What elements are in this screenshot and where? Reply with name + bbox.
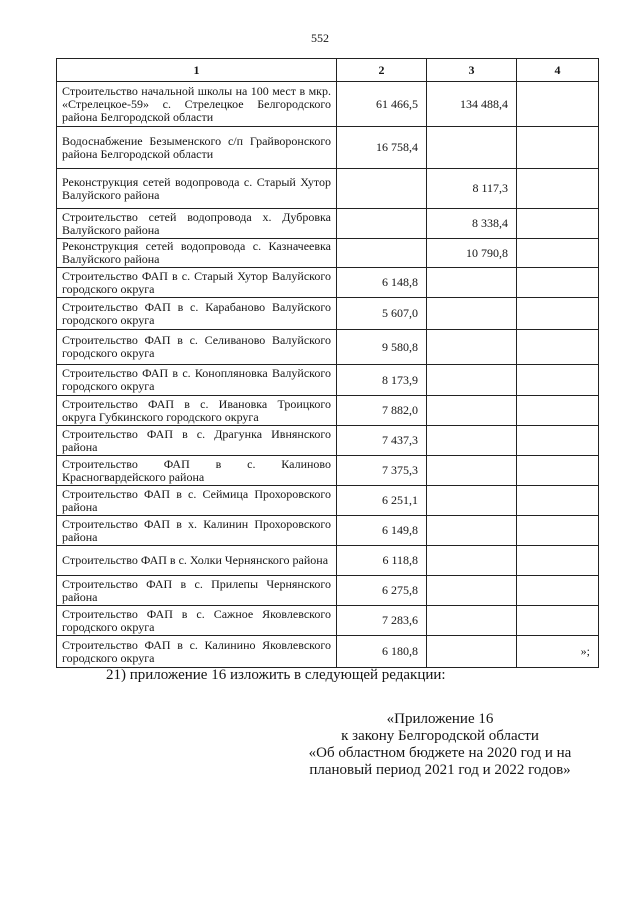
value-col-3 [427,636,517,668]
value-col-2: 8 173,9 [337,365,427,396]
project-name: Строительство ФАП в с. Калинино Яковлевского городского округа [57,636,337,668]
project-name: Реконструкция сетей водопровода с. Старый Хутор Валуйского района [57,169,337,209]
project-name: Строительство ФАП в х. Калинин Прохоровского района [57,516,337,546]
value-col-2: 9 580,8 [337,330,427,365]
table-row [57,298,599,330]
table-row [57,456,599,486]
project-name: Строительство ФАП в с. Прилепы Чернянского района [57,576,337,606]
value-col-4 [517,516,599,546]
table-row [57,606,599,636]
value-col-3 [427,330,517,365]
value-col-4 [517,209,599,239]
value-col-3 [427,127,517,169]
project-name: Строительство ФАП в с. Драгунка Ивнянского района [57,426,337,456]
project-name: Строительство сетей водопровода х. Дубровка Валуйского района [57,209,337,239]
table-row [57,636,599,668]
project-name: Строительство ФАП в с. Селиваново Валуйского городского округа [57,330,337,365]
table-row [57,127,599,169]
table-row [57,239,599,268]
value-col-2: 7 437,3 [337,426,427,456]
project-name: Строительство ФАП в с. Старый Хутор Валуйского городского округа [57,268,337,298]
value-col-2: 61 466,5 [337,82,427,127]
value-col-2: 6 118,8 [337,546,427,576]
table-row [57,576,599,606]
value-col-3 [427,396,517,426]
project-name: Строительство ФАП в с. Калиново Красногвардейского района [57,456,337,486]
value-col-3 [427,268,517,298]
value-col-4 [517,330,599,365]
value-col-3 [427,456,517,486]
table-row [57,169,599,209]
value-col-4 [517,396,599,426]
value-col-3 [427,576,517,606]
table-row [57,209,599,239]
value-col-4 [517,426,599,456]
value-col-4 [517,298,599,330]
project-name: Строительство ФАП в с. Сажное Яковлевского городского округа [57,606,337,636]
appendix-line: к закону Белгородской области [341,728,539,744]
closing-quote-mark: »; [517,636,599,668]
value-col-4 [517,365,599,396]
table-row [57,330,599,365]
value-col-2: 6 251,1 [337,486,427,516]
value-col-4 [517,606,599,636]
table-row [57,486,599,516]
value-col-4 [517,82,599,127]
project-name: Водоснабжение Безыменского с/п Грайворонского района Белгородской области [57,127,337,169]
value-col-4 [517,576,599,606]
value-col-3: 10 790,8 [427,239,517,268]
project-name: Строительство ФАП в с. Холки Чернянского района [57,546,337,576]
table-row [57,82,599,127]
value-col-2: 7 283,6 [337,606,427,636]
project-name: Строительство ФАП в с. Карабаново Валуйского городского округа [57,298,337,330]
table-row [57,365,599,396]
value-col-3 [427,426,517,456]
appendix-line: «Об областном бюджете на 2020 год и на [308,745,572,761]
amendment-instruction: 21) приложение 16 изложить в следующей редакции: [106,667,446,683]
value-col-2: 6 180,8 [337,636,427,668]
appendix-line: «Приложение 16 [386,711,494,727]
project-name: Реконструкция сетей водопровода с. Казначеевка Валуйского района [57,239,337,268]
value-col-4 [517,486,599,516]
project-name: Строительство ФАП в с. Ивановка Троицкого округа Губкинского городского округа [57,396,337,426]
value-col-2: 6 275,8 [337,576,427,606]
project-name: Строительство ФАП в с. Конопляновка Валуйского городского округа [57,365,337,396]
value-col-2: 7 882,0 [337,396,427,426]
value-col-4 [517,127,599,169]
page-number: 552 [311,31,329,45]
table-row [57,396,599,426]
value-col-3: 8 338,4 [427,209,517,239]
value-col-3 [427,546,517,576]
project-name: Строительство начальной школы на 100 мест в мкр. «Стрелецкое-59» с. Стрелецкое Белгородского района Белгородской области [57,82,337,127]
value-col-3 [427,606,517,636]
value-col-2 [337,209,427,239]
table-row [57,268,599,298]
value-col-3 [427,298,517,330]
table-row [57,516,599,546]
value-col-4 [517,169,599,209]
table-row [57,546,599,576]
project-name: Строительство ФАП в с. Сеймица Прохоровского района [57,486,337,516]
table-header-row [57,59,599,82]
value-col-3: 134 488,4 [427,82,517,127]
budget-table [56,58,599,668]
value-col-3 [427,365,517,396]
header-col-2: 2 [337,59,427,82]
table-row [57,426,599,456]
header-col-3: 3 [427,59,517,82]
value-col-3: 8 117,3 [427,169,517,209]
value-col-4 [517,239,599,268]
value-col-2: 16 758,4 [337,127,427,169]
value-col-2 [337,169,427,209]
value-col-2: 6 148,8 [337,268,427,298]
value-col-2: 5 607,0 [337,298,427,330]
value-col-3 [427,486,517,516]
header-col-1: 1 [57,59,337,82]
value-col-4 [517,268,599,298]
value-col-2 [337,239,427,268]
header-col-4: 4 [517,59,599,82]
value-col-2: 6 149,8 [337,516,427,546]
value-col-2: 7 375,3 [337,456,427,486]
value-col-3 [427,516,517,546]
value-col-4 [517,456,599,486]
value-col-4 [517,546,599,576]
appendix-line: плановый период 2021 год и 2022 годов» [309,762,571,778]
appendix-heading [290,711,590,779]
